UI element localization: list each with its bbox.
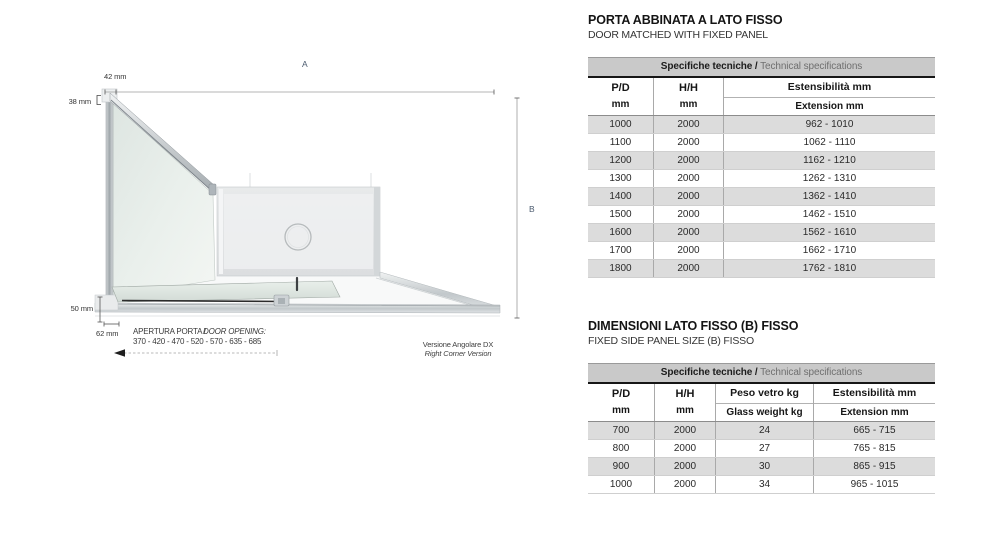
table-row — [588, 152, 935, 170]
cell-ext: 1162 - 1210 — [723, 152, 935, 169]
cell-pd: 1500 — [609, 209, 632, 220]
cell-pd: 1000 — [609, 479, 633, 490]
col-header-line: P/D — [611, 388, 631, 400]
cell-hh: 2000 — [653, 188, 723, 205]
dim-38mm-bracket — [97, 96, 101, 105]
col-header-pd — [588, 384, 654, 421]
col-header-line: mm — [611, 99, 630, 110]
door-front-edge — [122, 301, 285, 302]
dim-38mm-label: 38 mm — [68, 97, 91, 106]
cell-ext: 1562 - 1610 — [723, 224, 935, 241]
table-row — [588, 134, 935, 152]
door-opening-label-it: APERTURA PORTA / — [133, 327, 206, 336]
opening-arrow-head — [114, 349, 125, 357]
cell-ext: 865 - 915 — [813, 458, 935, 475]
cell-ext: 1062 - 1110 — [723, 134, 935, 151]
cell-hh: 2000 — [654, 458, 715, 475]
table-header-bar — [588, 58, 935, 78]
column-header-row — [588, 78, 935, 116]
panel-highlight — [224, 194, 373, 269]
section2-subtitle: FIXED SIDE PANEL SIZE (B) FISSO — [588, 335, 754, 347]
col-header-hh — [653, 78, 723, 115]
cell-hh: 2000 — [653, 260, 723, 277]
cell-ext: 1362 - 1410 — [723, 188, 935, 205]
dim-50mm-label: 50 mm — [70, 304, 93, 313]
cell-wt: 34 — [715, 476, 813, 493]
table-row — [588, 170, 935, 188]
spec-table-fixed-panel — [588, 363, 935, 494]
col-header-line: Extension mm — [795, 101, 864, 112]
table-header-en: Technical specifications — [760, 61, 863, 72]
version-label-it: Versione Angolare DX — [422, 340, 494, 349]
column-header-row — [588, 384, 935, 422]
bar-end-cap — [209, 184, 216, 195]
table-row — [588, 422, 935, 440]
cell-hh: 2000 — [653, 116, 723, 133]
section-door-matched — [588, 13, 935, 278]
cell-pd: 1700 — [609, 245, 632, 256]
section1-title: PORTA ABBINATA A LATO FISSO — [588, 13, 783, 27]
cell-wt: 30 — [715, 458, 813, 475]
col-header-line: Estensibilità mm — [724, 78, 935, 98]
col-header-pd — [588, 78, 653, 115]
col-header-line: H/H — [679, 82, 698, 94]
cell-ext: 1662 - 1710 — [723, 242, 935, 259]
cell-pd: 800 — [612, 443, 630, 454]
cell-pd: 1800 — [609, 263, 632, 274]
table-header-bar — [588, 364, 935, 384]
door-opening-label-en: DOOR OPENING: — [203, 327, 266, 336]
cell-hh: 2000 — [653, 242, 723, 259]
cell-wt: 24 — [715, 422, 813, 439]
cell-ext: 665 - 715 — [813, 422, 935, 439]
door-roller-detail — [278, 298, 285, 304]
cell-pd: 1400 — [609, 191, 632, 202]
col-header-line: mm — [676, 405, 694, 416]
door-opening-label — [133, 321, 266, 338]
cell-ext: 1762 - 1810 — [723, 260, 935, 277]
side-fixed-panel — [102, 89, 216, 300]
technical-drawing — [0, 0, 580, 420]
col-header-line: mm — [679, 99, 698, 110]
table-header-en: Technical specifications — [760, 367, 863, 378]
dim-42mm-label: 42 mm — [104, 72, 127, 81]
cell-hh: 2000 — [653, 206, 723, 223]
cell-wt: 27 — [715, 440, 813, 457]
col-header-hh — [654, 384, 715, 421]
section2-title: DIMENSIONI LATO FISSO (B) FISSO — [588, 319, 799, 333]
col-header-line: Peso vetro kg — [716, 384, 813, 404]
table-row — [588, 440, 935, 458]
cell-ext: 765 - 815 — [813, 440, 935, 457]
table-row — [588, 458, 935, 476]
col-header-line: Estensibilità mm — [814, 384, 935, 404]
col-header-line: mm — [612, 405, 630, 416]
cell-ext: 1462 - 1510 — [723, 206, 935, 223]
spec-table-door — [588, 57, 935, 278]
cell-hh: 2000 — [654, 476, 715, 493]
cell-pd: 1000 — [609, 119, 632, 130]
table-row — [588, 242, 935, 260]
table-row — [588, 206, 935, 224]
panel-right-strip — [374, 187, 380, 276]
cell-hh: 2000 — [653, 170, 723, 187]
dim-62mm-label: 62 mm — [96, 329, 119, 338]
cell-hh: 2000 — [653, 134, 723, 151]
section-fixed-side-panel — [588, 319, 935, 494]
col-header-glass-weight — [715, 384, 813, 421]
back-wall-panel — [217, 173, 380, 276]
dim-b-label: B — [529, 204, 535, 214]
table-row — [588, 116, 935, 134]
cell-pd: 900 — [612, 461, 630, 472]
col-header-line: Extension mm — [840, 407, 909, 418]
table-row — [588, 476, 935, 494]
wall-profile — [106, 95, 113, 300]
col-header-extensibility — [813, 384, 935, 421]
cell-hh: 2000 — [654, 422, 715, 439]
table-row — [588, 224, 935, 242]
cell-pd: 1300 — [609, 173, 632, 184]
cell-ext: 1262 - 1310 — [723, 170, 935, 187]
table-body — [588, 422, 935, 494]
section1-subtitle: DOOR MATCHED WITH FIXED PANEL — [588, 29, 768, 41]
table-row — [588, 188, 935, 206]
table-row — [588, 260, 935, 278]
cell-ext: 965 - 1015 — [813, 476, 935, 493]
col-header-extensibility — [723, 78, 935, 115]
door-opening-values: 370 - 420 - 470 - 520 - 570 - 635 - 685 — [133, 337, 262, 346]
col-header-line: H/H — [675, 388, 695, 400]
cell-pd: 1200 — [609, 155, 632, 166]
panel-left-strip — [219, 189, 223, 274]
table-body — [588, 116, 935, 278]
cell-hh: 2000 — [654, 440, 715, 457]
cell-pd: 1600 — [609, 227, 632, 238]
table-header-it: Specifiche tecniche / — [660, 367, 758, 378]
cell-ext: 962 - 1010 — [723, 116, 935, 133]
cell-hh: 2000 — [653, 224, 723, 241]
col-header-line: P/D — [611, 82, 630, 94]
col-header-line: Glass weight kg — [726, 407, 803, 418]
cell-hh: 2000 — [653, 152, 723, 169]
cell-pd: 1100 — [609, 137, 632, 148]
dim-a-label: A — [302, 59, 308, 69]
side-glass — [110, 102, 215, 297]
table-header-it: Specifiche tecniche / — [660, 61, 758, 72]
version-label-en: Right Corner Version — [424, 349, 492, 358]
cell-pd: 700 — [612, 425, 630, 436]
